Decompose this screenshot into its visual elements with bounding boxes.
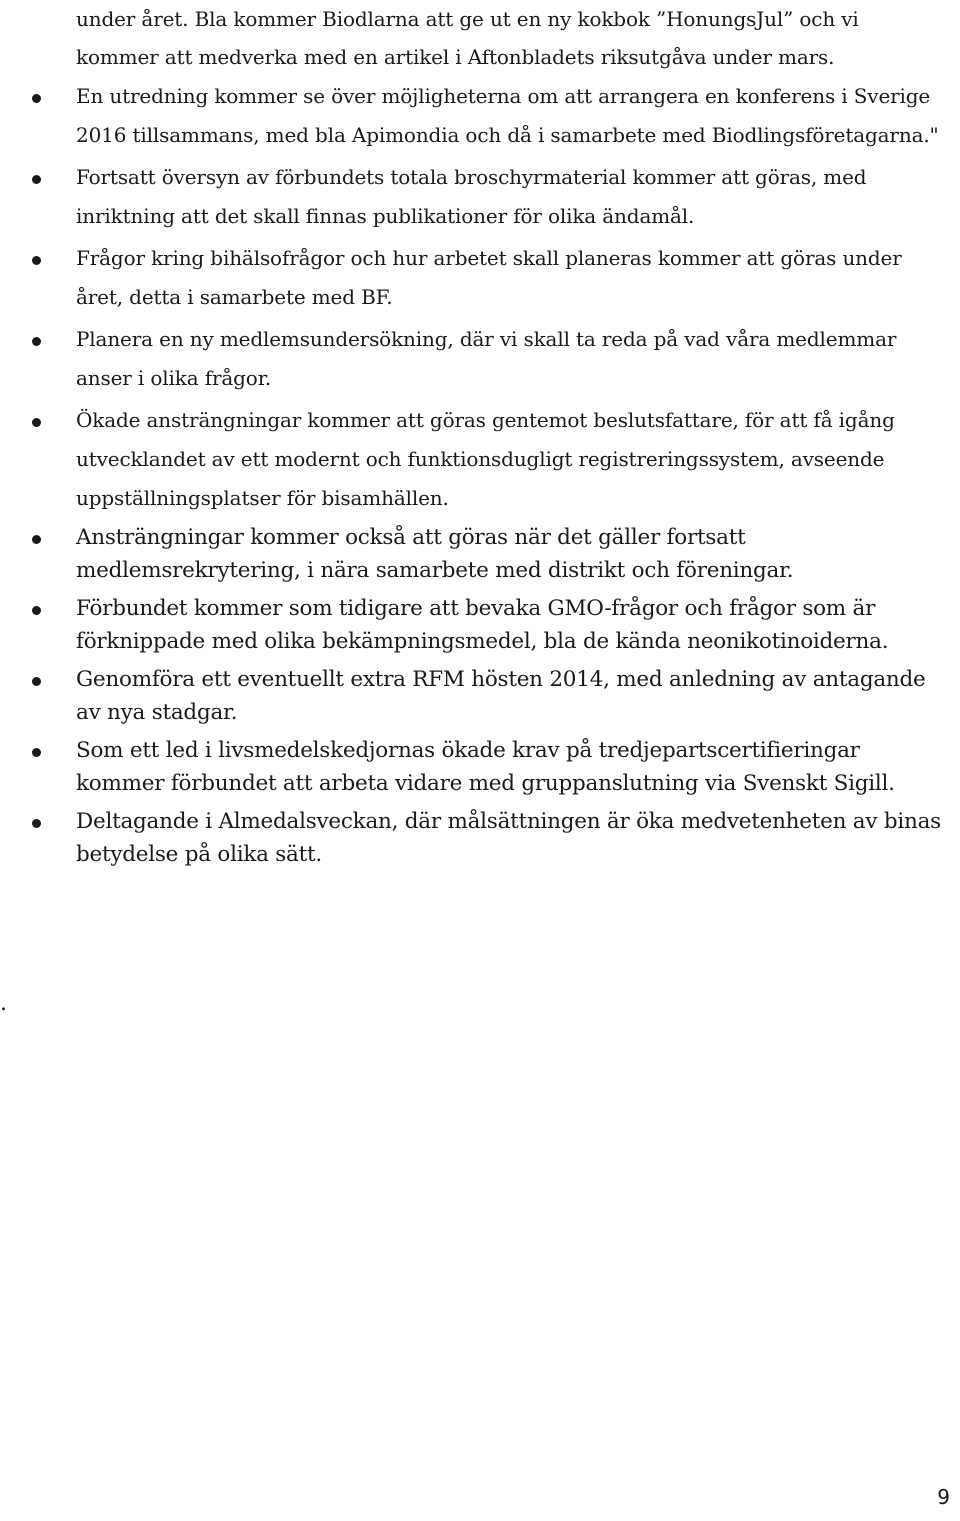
list-item-text: Fortsatt översyn av förbundets totala broschyrmaterial kommer att göras, med inriktning att det skall finnas publikationer för olika ändamål. [76,165,867,228]
list-item-text: Förbundet kommer som tidigare att bevaka GMO-frågor och frågor som är förknippade med olika bekämpningsmedel, bla de kända neonikotinoiderna. [76,596,889,654]
list-item-text: Deltagande i Almedalsveckan, där målsättningen är öka medvetenheten av binas betydelse på olika sätt. [76,809,941,867]
bullet-dot-icon [32,535,41,544]
list-item-text: Ansträngningar kommer också att göras när det gäller fortsatt medlemsrekrytering, i nära samarbete med distrikt och föreningar. [76,525,794,583]
bullet-dot-icon [32,606,41,615]
page-number: 9 [937,1485,950,1509]
list-item-text: Frågor kring bihälsofrågor och hur arbetet skall planeras kommer att göras under året, detta i samarbete med BF. [76,246,902,309]
list-item [76,401,946,518]
bullet-dot-icon [32,748,41,757]
stray-mark: . [0,991,7,1016]
list-item-text: Som ett led i livsmedelskedjornas ökade krav på tredjepartscertifieringar kommer förbundet att arbeta vidare med gruppanslutning via Svenskt Sigill. [76,738,895,796]
list-item [76,521,946,587]
bullet-dot-icon [32,94,41,103]
page-content [76,0,946,876]
list-item-text: Planera en ny medlemsundersökning, där vi skall ta reda på vad våra medlemmar anser i olika frågor. [76,327,897,390]
bullet-dot-icon [32,819,41,828]
list-item [76,663,946,729]
list-item [76,805,946,871]
bullet-list [76,77,946,871]
list-item [76,592,946,658]
list-item-text: Genomföra ett eventuellt extra RFM hösten 2014, med anledning av antagande av nya stadgar. [76,667,926,725]
bullet-dot-icon [32,418,41,427]
bullet-dot-icon [32,175,41,184]
list-item [76,77,946,155]
list-item [76,320,946,398]
list-item-text: Ökade ansträngningar kommer att göras gentemot beslutsfattare, för att få igång utvecklandet av ett modernt och funktionsdugligt registreringssystem, avseende uppställningsplatser för bisamhällen. [76,408,895,510]
list-item-text: En utredning kommer se över möjligheterna om att arrangera en konferens i Sverige 2016 tillsammans, med bla Apimondia och då i samarbete med Biodlingsföretagarna." [76,84,939,147]
list-item [76,239,946,317]
list-item [76,734,946,800]
list-item [76,158,946,236]
bullet-dot-icon [32,337,41,346]
continuation-paragraph: under året. Bla kommer Biodlarna att ge ut en ny kokbok ”HonungsJul” och vi kommer att medverka med en artikel i Aftonbladets riksutgåva under mars. [76,7,859,69]
bullet-dot-icon [32,256,41,265]
bullet-dot-icon [32,677,41,686]
